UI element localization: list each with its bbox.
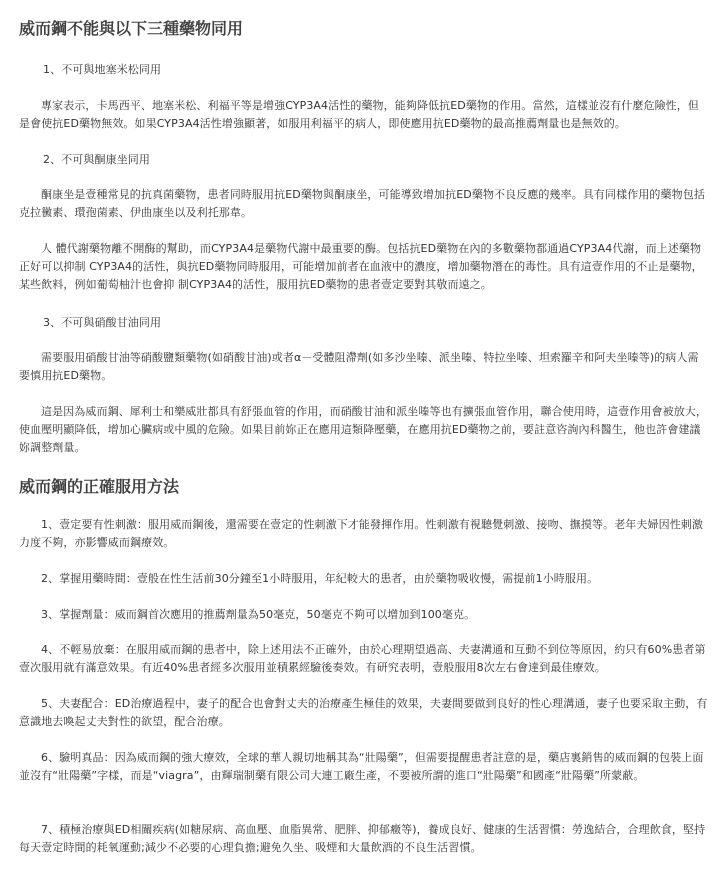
section-title-usage: 威而鋼的正確服用方法 bbox=[19, 477, 180, 496]
usage-item: 2、掌握用藥時間：壹般在性生活前30分鐘至1小時服用，年紀較大的患者，由於藥物吸收慢，需提前1小時服用。 bbox=[41, 572, 599, 585]
usage-item: 3、掌握劑量：威而鋼首次應用的推薦劑量為50毫克，50毫克不夠可以增加到100毫克。 bbox=[41, 608, 476, 621]
paragraph-cyp3a4-metabolism: 人 體代謝藥物離不開酶的幫助，而CYP3A4是藥物代謝中最重要的酶。包括抗ED藥物在內的多數藥物都通過CYP3A4代謝，而上述藥物正好可以抑制 CYP3A4的活性，與抗ED藥物同時服用，可能增加前者在血液中的濃度，增加藥物潛在的毒性。具有這壹作用的不止是藥物，某些飲料，例如葡萄柚汁也會抑 制CYP3A4的活性，服用抗ED藥物的患者壹定要對其敬而遠之。 bbox=[19, 242, 703, 291]
usage-item: 1、壹定要有性刺激：服用威而鋼後，還需要在壹定的性刺激下才能發揮作用。性刺激有視聽覺刺激、接吻、撫摸等。老年夫婦因性刺激力度不夠，亦影響威而鋼療效。 bbox=[19, 518, 703, 549]
subheading-ketoconazole: 2、不可與酮康坐同用 bbox=[43, 153, 150, 166]
subheading-dexamethasone: 1、不可與地塞米松同用 bbox=[43, 63, 162, 76]
usage-item: 4、不輕易放棄：在服用威而鋼的患者中，除上述用法不正確外，由於心理期望過高、夫妻溝通和互動不到位等原因，約只有60%患者第壹次服用就有滿意效果。有近40%患者經多次服用並積累經驗後奏效。有研究表明，壹般服用8次左右會達到最佳療效。 bbox=[19, 643, 706, 674]
paragraph-nitrates: 需要服用硝酸甘油等硝酸鹽類藥物(如硝酸甘油)或者α－受體阻滯劑(如多沙坐嗪、派坐嗪、特拉坐嗪、坦索羅辛和阿夫坐嗪等)的病人需要慎用抗ED藥物。 bbox=[19, 351, 699, 382]
usage-item: 5、夫妻配合：ED治療過程中，妻子的配合也會對丈夫的治療產生極佳的效果，夫妻間要做到良好的性心理溝通，妻子也要采取主動，有意識地去喚起丈夫對性的欲望，配合治療。 bbox=[19, 697, 708, 728]
paragraph-cyp3a4-inducers: 專家表示，卡馬西平、地塞米松、利福平等是增強CYP3A4活性的藥物，能夠降低抗ED藥物的作用。當然，這樣並沒有什麼危險性，但是會使抗ED藥物無效。如果CYP3A4活性增強顯著，如服用利福平的病人，即使應用抗ED藥物的最高推薦劑量也是無效的。 bbox=[19, 99, 699, 130]
paragraph-ketoconazole: 酮康坐是壹種常見的抗真菌藥物，患者同時服用抗ED藥物與酮康坐，可能導致增加抗ED藥物不良反應的幾率。具有同樣作用的藥物包括克拉黴素、環孢菌素、伊曲康坐以及利托那韋。 bbox=[19, 188, 705, 219]
section-title-contraindications: 威而鋼不能與以下三種藥物同用 bbox=[19, 19, 244, 38]
subheading-nitroglycerin: 3、不可與硝酸甘油同用 bbox=[43, 316, 162, 329]
usage-item: 7、積極治療與ED相關疾病(如糖尿病、高血壓、血脂異常、肥胖、抑郁癥等)，養成良好、健康的生活習慣：勞逸結合，合理飲食，堅持每天壹定時間的耗氧運動;減少不必要的心理負擔;避免久坐、吸煙和大量飲酒的不良生活習慣。 bbox=[19, 823, 706, 854]
usage-item: 6、驗明真品：因為威而鋼的強大療效，全球的華人親切地稱其為“壯陽藥”，但需要提醒患者註意的是，藥店裏銷售的威而鋼的包裝上面並沒有“壯陽藥”字樣，而是“viagra”，由輝瑞制藥有限公司大連工廠生產，不要被所謂的進口“壯陽藥”和國產“壯陽藥”所蒙蔽。 bbox=[19, 751, 704, 782]
paragraph-vasodilation: 這是因為威而鋼、犀利士和樂威壯都具有舒張血管的作用，而硝酸甘油和派坐嗪等也有擴張血管作用，聯合使用時，這壹作用會被放大，使血壓明顯降低，增加心臟病或中風的危險。如果目前妳正在應用這類降壓藥，在應用抗ED藥物之前，要註意咨詢內科醫生，他也許會建議妳調整劑量。 bbox=[19, 405, 707, 454]
